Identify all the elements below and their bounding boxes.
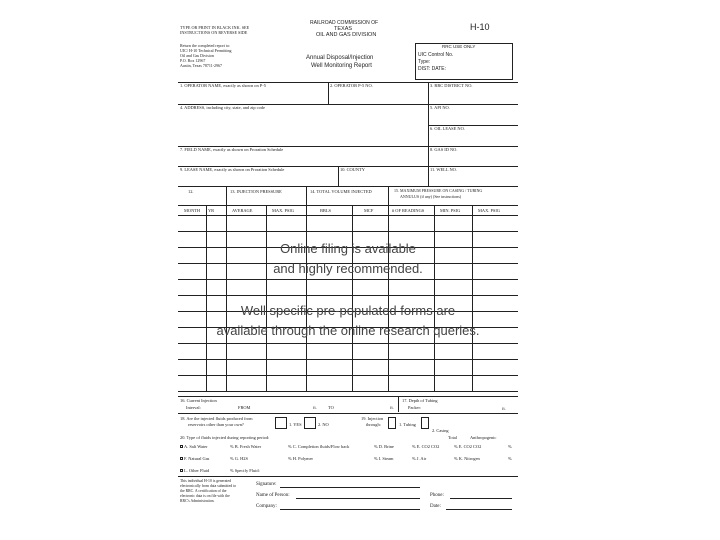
cert-text-3: the RRC. A certification of the [180, 489, 227, 493]
rule [178, 205, 518, 206]
fluid-checkbox[interactable] [180, 469, 183, 472]
header-instructions-2: INSTRUCTIONS ON REVERSE SIDE [180, 30, 248, 35]
q20-label: 20. Type of fluids injected during reporting period: [180, 435, 270, 440]
signature-label: Signature: [256, 482, 277, 487]
col-mcf: MCF [364, 208, 374, 213]
q18-label: 18. Are the injected fluids produced from [180, 416, 253, 421]
table-header-13: 13. INJECTION PRESSURE [230, 189, 282, 194]
fluid-completion: % C. Completion fluids/Flow back [288, 444, 350, 449]
q17-ft: ft. [502, 406, 506, 411]
q19-tubing: 1. Tubing [399, 422, 416, 427]
return-address-3: Oil and Gas Division [180, 53, 214, 58]
form-title-1: Annual Disposal/Injection [306, 55, 374, 61]
table-row [178, 375, 518, 376]
col-max-psig: MAX. PSIG [272, 208, 294, 213]
divider [328, 82, 329, 104]
overlay-online-filing-1: Online filing is available [280, 241, 416, 256]
cert-text-1: This individual H-10 is generated [180, 479, 232, 483]
fluid-other [180, 468, 209, 473]
h10-form-page [178, 20, 518, 520]
q18-yes-checkbox[interactable] [275, 417, 287, 429]
fluid-natural-gas [180, 456, 209, 461]
table-row [178, 391, 518, 392]
field-lease-name[interactable]: 9. LEASE NAME, exactly as shown on Proration Schedule [180, 167, 285, 172]
field-oil-lease-no[interactable]: 6. OIL LEASE NO. [430, 126, 465, 131]
q17-label: 17. Depth of Tubing [402, 398, 438, 403]
field-well-no[interactable]: 11. WELL NO. [430, 167, 457, 172]
col-divider [472, 205, 473, 391]
q18-label-2: reservoirs other than your own? [188, 422, 244, 427]
divider [338, 166, 339, 186]
form-id: H-10 [470, 22, 490, 32]
table-header-12: 12. [188, 189, 194, 194]
fluid-checkbox[interactable] [180, 445, 183, 448]
agency-line-1: RAILROAD COMMISSION OF [310, 20, 379, 26]
field-district[interactable]: 3. RRC DISTRICT NO. [430, 83, 473, 88]
cert-text-4: electronic data is on file with the [180, 494, 230, 498]
fluid-salt-water [180, 444, 208, 449]
fluid-h2s: % G. H2S [230, 456, 248, 461]
q20-total: Total [448, 435, 457, 440]
fluid-air: % J. Air [412, 456, 427, 461]
col-divider [266, 205, 267, 391]
q18-no: 2. NO [318, 422, 329, 427]
return-address-2: UIC/ H-10 Technical Permitting [180, 48, 232, 53]
name-of-person-label: Name of Person: [256, 493, 290, 498]
fluid-co2-a: % E. CO2 CO2 [412, 444, 440, 449]
cert-text-2: electronically from data submitted to [180, 484, 237, 488]
fluid-label: L. Other Fluid [184, 468, 210, 473]
col-min-psig: MIN. PSIG [440, 208, 461, 213]
q17-packer: Packer: [408, 405, 422, 410]
col-readings: # OF READINGS [392, 208, 425, 213]
col-average: AVERAGE [232, 208, 253, 213]
col-divider [434, 205, 435, 391]
fluid-co2-b: % E. CO2 CO2 [454, 444, 482, 449]
q19-tubing-checkbox[interactable] [388, 417, 396, 429]
q16-ft-2: ft. [390, 405, 394, 410]
fluid-brine: % D. Brine [374, 444, 394, 449]
field-operator-name[interactable]: 1. OPERATOR NAME, exactly as shown on P-5 [180, 83, 266, 88]
q18-no-checkbox[interactable] [304, 417, 316, 429]
table-header-15b: ANNULUS (if any) (See instructions) [400, 194, 462, 199]
date-label: Date: [430, 504, 441, 509]
col-divider [206, 205, 207, 391]
dist-date-label: DIST: DATE: [418, 66, 446, 72]
field-county[interactable]: 10. COUNTY [340, 167, 365, 172]
fluid-pct: % [508, 444, 512, 449]
table-header-14: 14. TOTAL VOLUME INJECTED [310, 189, 372, 194]
field-field-name[interactable]: 7. FIELD NAME, exactly as shown on Proration Schedule [180, 147, 284, 152]
agency-line-3: OIL AND GAS DIVISION [316, 32, 377, 38]
fluid-pct: % [508, 456, 512, 461]
col-bbls: BBLS [320, 208, 331, 213]
company-label: Company: [256, 504, 277, 509]
rule [178, 396, 518, 397]
rule [178, 413, 518, 414]
table-header-15a: 15. MAXIMUM PRESSURE ON CASING / TUBING [394, 188, 483, 193]
fluid-nitrogen: % K. Nitrogen [454, 456, 480, 461]
col-divider [388, 186, 389, 391]
return-address-5: Austin, Texas 78711-2967 [180, 63, 223, 68]
date-field[interactable] [446, 509, 512, 510]
q16-from: FROM [238, 405, 251, 410]
divider [428, 82, 429, 186]
overlay-online-filing-2: and highly recommended. [273, 261, 423, 276]
divider [398, 396, 399, 412]
fluid-steam: % I. Steam [374, 456, 394, 461]
overlay-prepopulated-1: Well specific pre-populated forms are [240, 303, 456, 318]
return-address-1: Return the completed report to: [180, 43, 231, 48]
table-row [178, 359, 518, 360]
phone-field[interactable] [450, 498, 512, 499]
uic-control-label: UIC Control No. [418, 52, 454, 58]
field-address[interactable]: 4. ADDRESS, including city, state, and zip code [180, 105, 265, 110]
company-field[interactable] [280, 509, 420, 510]
col-divider [352, 205, 353, 391]
name-of-person-field[interactable] [296, 498, 420, 499]
fluid-checkbox[interactable] [180, 457, 183, 460]
fluid-label: F. Natural Gas [184, 456, 210, 461]
table-row [178, 279, 518, 280]
col-max-psig-2: MAX. PSIG [478, 208, 500, 213]
field-api-no[interactable]: 5. API NO. [430, 105, 450, 110]
q16-label: 16. Current Injection [180, 398, 217, 403]
col-yr: YR [208, 208, 215, 213]
q19-casing-checkbox[interactable] [421, 417, 429, 429]
q16-to: TO [328, 405, 334, 410]
cert-text-5: RRC's Administration. [180, 499, 215, 503]
q19-label: 19. Injection [361, 416, 384, 421]
fluid-specify: % Specify Fluid: [230, 468, 260, 473]
overlay-prepopulated-2: available through the online research queries. [216, 323, 480, 338]
rrc-use-only-label: RRC USE ONLY [442, 44, 476, 49]
type-label: Type: [418, 59, 431, 65]
phone-label: Phone: [430, 493, 444, 498]
rule [178, 186, 518, 187]
field-operator-p5[interactable]: 2. OPERATOR P-5 NO. [330, 83, 373, 88]
return-address-4: P.O. Box 12967 [180, 58, 206, 63]
q16-ft-1: ft. [313, 405, 317, 410]
q19-casing: 2. Casing [432, 428, 449, 433]
q20-anthropogenic: Anthropogenic [470, 435, 497, 440]
form-title-2: Well Monitoring Report [311, 63, 372, 69]
table-row [178, 295, 518, 296]
fluid-polymer: % H. Polymer [288, 456, 313, 461]
agency-line-2: TEXAS [334, 26, 353, 32]
table-row [178, 231, 518, 232]
header-instructions-1: TYPE OR PRINT IN BLACK INK. SEE [180, 25, 250, 30]
q19-label-2: through: [366, 422, 381, 427]
col-divider [306, 186, 307, 391]
q18-yes: 1. YES [289, 422, 302, 427]
fluid-label: A. Salt Water [184, 444, 208, 449]
signature-field[interactable] [280, 487, 420, 488]
fluid-fresh-water: % B. Fresh Water [230, 444, 262, 449]
rule [178, 476, 518, 477]
col-month: MONTH [184, 208, 201, 213]
field-gas-id-no[interactable]: 8. GAS ID NO. [430, 147, 458, 152]
q16-interval: Interval: [186, 405, 201, 410]
table-row [178, 343, 518, 344]
rule [178, 215, 518, 216]
col-divider [226, 186, 227, 391]
